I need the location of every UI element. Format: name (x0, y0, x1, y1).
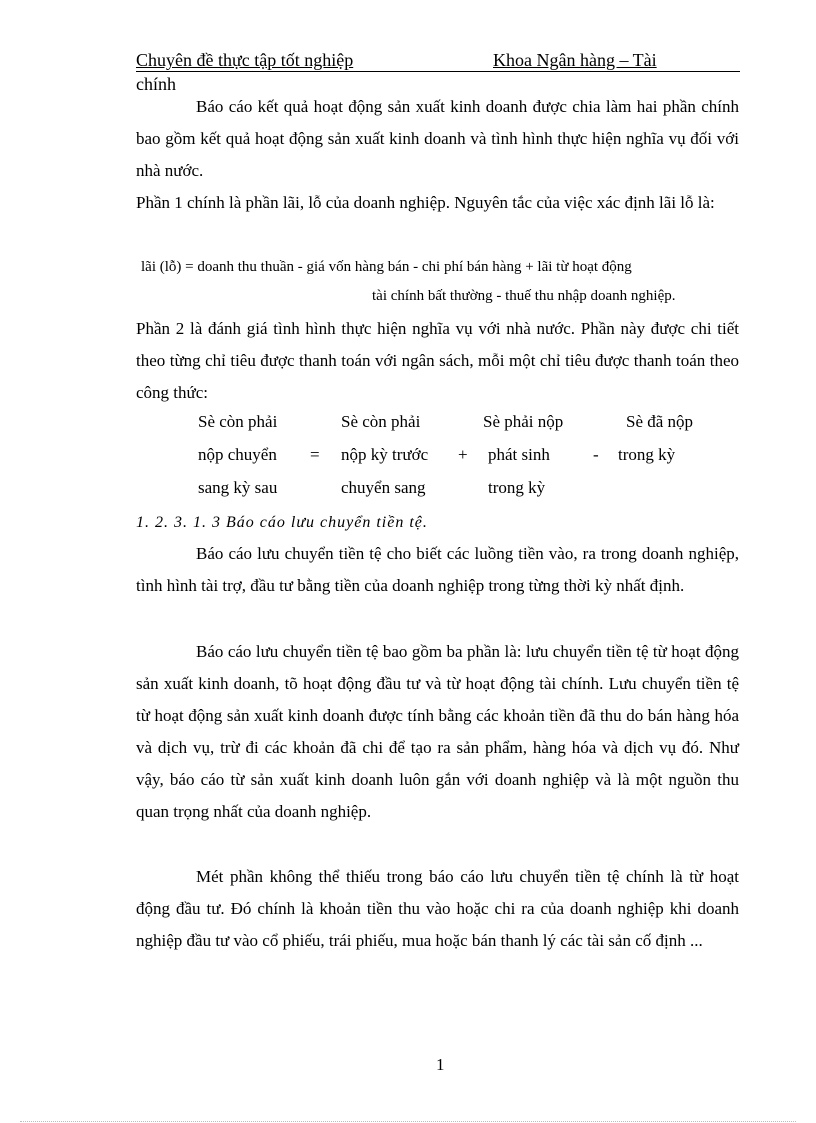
eq-col1-line3: sang kỳ sau (198, 478, 278, 497)
eq-col1-line1: Sè còn phải (198, 412, 278, 431)
paragraph-part1: Phần 1 chính là phần lãi, lỗ của doanh nghiệp. Nguyên tắc của việc xác định lãi lỗ là: (136, 193, 715, 212)
header-continuation: chính (136, 74, 176, 94)
eq-minus-sign: - (593, 445, 599, 464)
paragraph-cashflow-parts: Báo cáo lưu chuyển tiền tệ bao gồm ba phần là: lưu chuyển tiền tệ từ hoạt động sản xuất kinh doanh, tõ hoạt động đầu tư và từ hoạt động tài chính. Lưu chuyển tiền tệ từ hoạt động sản xuất kinh doanh được tính bằng các khoản tiền đã thu do bán hàng hóa và dịch vụ, trừ đi các khoản đã chi để tạo ra sản phẩm, hàng hóa và dịch vụ đó. Như vậy, báo cáo từ sản xuất kinh doanh luôn gắn với doanh nghiệp và là một nguồn thu quan trọng nhất của doanh nghiệp. (136, 642, 739, 821)
eq-col2-line3: chuyển sang (341, 478, 426, 497)
eq-col3-line3: trong kỳ (488, 478, 546, 497)
profit-formula-line1: lãi (lỗ) = doanh thu thuần - giá vốn hàng bán - chi phí bán hàng + lãi từ hoạt động (141, 259, 632, 275)
eq-col3-line2: phát sinh (488, 445, 550, 464)
paragraph-intro: Báo cáo kết quả hoạt động sản xuất kinh doanh được chia làm hai phần chính bao gồm kết quả hoạt động sản xuất kinh doanh và tình hình thực hiện nghĩa vụ đối với nhà nước. (136, 97, 739, 180)
paragraph-part2: Phần 2 là đánh giá tình hình thực hiện nghĩa vụ với nhà nước. Phần này được chi tiết theo từng chỉ tiêu được thanh toán với ngân sách, mỗi một chỉ tiêu được thanh toán theo công thức: (136, 319, 739, 402)
eq-col1-line2: nộp chuyển (198, 445, 277, 464)
tax-equation (198, 412, 718, 508)
header-title-right: Khoa Ngân hàng – Tài (493, 50, 657, 70)
eq-col2-line1: Sè còn phải (341, 412, 421, 431)
eq-col4-line2: trong kỳ (618, 445, 676, 464)
page-header (136, 50, 740, 72)
header-title-left: Chuyên đề thực tập tốt nghiệp (136, 50, 354, 70)
page-number: 1 (436, 1055, 445, 1074)
paragraph-investment: Mét phần không thể thiếu trong báo cáo lưu chuyển tiền tệ chính là từ hoạt động đầu tư. Đó chính là khoản tiền thu vào hoặc chi ra của doanh nghiệp khi doanh nghiệp đầu tư vào cổ phiếu, trái phiếu, mua hoặc bán thanh lý các tài sản cố định ... (136, 867, 739, 950)
page-bottom-border (20, 1121, 796, 1122)
header-rule (136, 71, 740, 72)
eq-plus-sign: + (458, 445, 468, 464)
section-heading: 1. 2. 3. 1. 3 Báo cáo lưu chuyển tiền tệ. (136, 514, 428, 531)
eq-col3-line1: Sè phải nộp (483, 412, 564, 431)
eq-col2-line2: nộp kỳ trước (341, 445, 429, 464)
eq-col4-line1: Sè đã nộp (626, 412, 694, 431)
eq-equals-sign: = (310, 445, 320, 464)
profit-formula-line2: tài chính bất thường - thuế thu nhập doanh nghiệp. (372, 288, 676, 304)
paragraph-cashflow-intro: Báo cáo lưu chuyển tiền tệ cho biết các luồng tiền vào, ra trong doanh nghiệp, tình hình tài trợ, đầu tư bằng tiền của doanh nghiệp trong từng thời kỳ nhất định. (136, 544, 739, 595)
